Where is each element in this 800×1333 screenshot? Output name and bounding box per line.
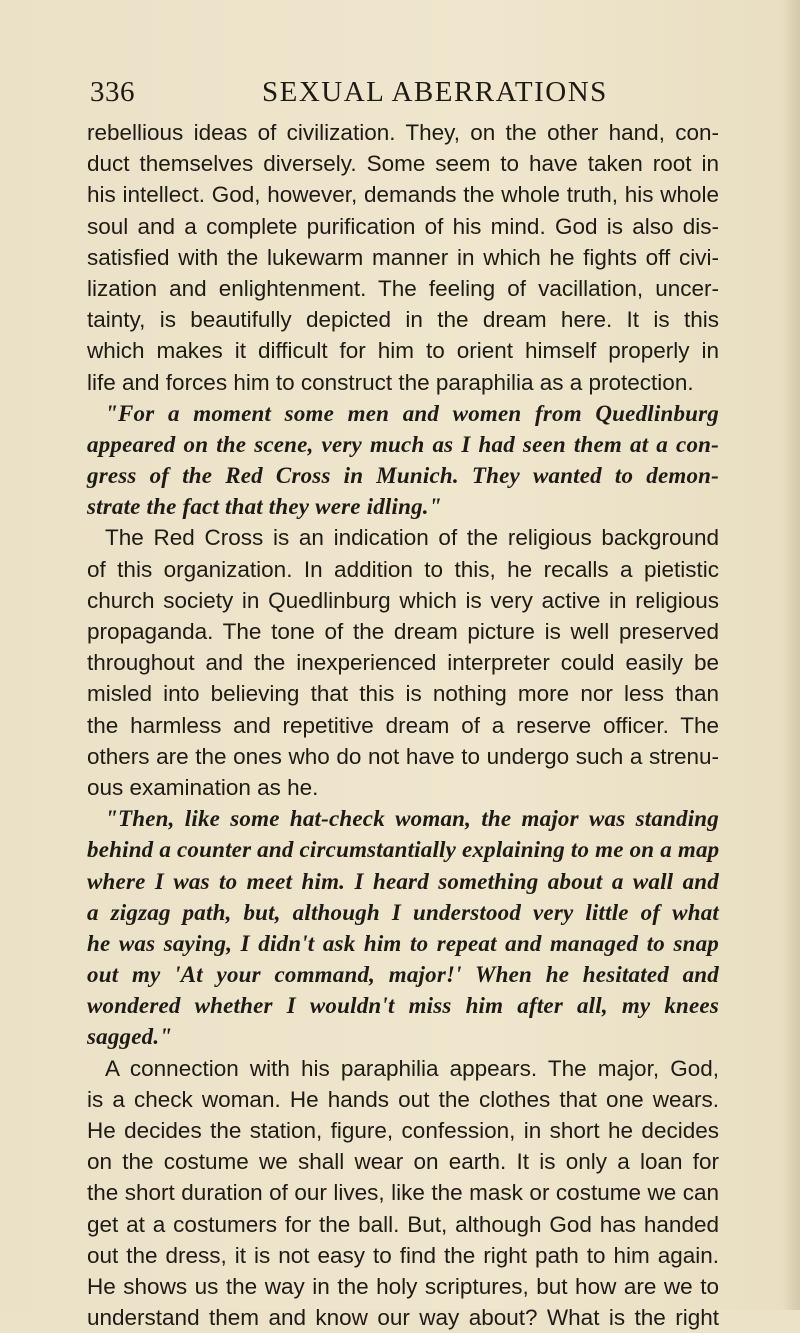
text-line: He decides the station, figure, confession, in short he decides	[87, 1118, 719, 1143]
dream-quote-line: gress of the Red Cross in Munich. They wanted to demon-	[87, 463, 719, 489]
page-number: 336	[90, 76, 135, 108]
text-line: soul and a complete purification of his mind. God is also dis-	[87, 213, 719, 239]
text-line: duct themselves diversely. Some seem to have taken root in	[87, 151, 719, 177]
text-line: propaganda. The tone of the dream picture is well preserved	[87, 619, 719, 644]
dream-quote-line: sagged."	[87, 1024, 173, 1050]
dream-quote-line: behind a counter and circumstantially explaining to me on a map	[87, 837, 720, 863]
text-line: life and forces him to construct the paraphilia as a protection.	[87, 369, 694, 395]
text-line: the harmless and repetitive dream of a reserve officer. The	[87, 712, 719, 738]
dream-quote-line: a zigzag path, but, although I understood very little of what	[87, 899, 719, 925]
text-line: He shows us the way in the holy scriptures, but how are we to	[87, 1273, 719, 1299]
text-line: get at a costumers for the ball. But, although God has handed	[87, 1211, 719, 1237]
text-line: A connection with his paraphilia appears. The major, God,	[105, 1055, 719, 1081]
dream-quote-line: out my 'At your command, major!' When he hesitated and	[87, 962, 719, 988]
dream-quote-line: strate the fact that they were idling."	[87, 494, 442, 520]
text-line: his intellect. God, however, demands the whole truth, his whole	[87, 182, 719, 208]
text-line: rebellious ideas of civilization. They, on the other hand, con-	[87, 120, 719, 145]
text-line: which makes it difficult for him to orient himself properly in	[87, 338, 719, 364]
dream-quote-line: "For a moment some men and women from Quedlinburg	[105, 400, 719, 426]
text-line: on the costume we shall wear on earth. It is only a loan for	[87, 1149, 719, 1175]
text-line: is a check woman. He hands out the clothes that one wears.	[87, 1086, 719, 1112]
text-line: church society in Quedlinburg which is very active in religious	[87, 587, 719, 613]
text-line: The Red Cross is an indication of the religious background	[105, 525, 719, 551]
text-line: lization and enlightenment. The feeling of vacillation, uncer-	[87, 275, 719, 301]
text-line: ous examination as he.	[87, 774, 319, 800]
dream-quote-line: where I was to meet him. I heard something about a wall and	[87, 868, 719, 894]
page-header	[90, 76, 690, 112]
body-text	[87, 117, 719, 1333]
running-head: SEXUAL ABERRATIONS	[262, 76, 608, 108]
dream-quote-line: wondered whether I wouldn't miss him after all, my knees	[87, 993, 719, 1019]
dream-quote-line: "Then, like some hat-check woman, the major was standing	[105, 806, 719, 832]
text-line: throughout and the inexperienced interpreter could easily be	[87, 650, 719, 676]
dream-quote-line: he was saying, I didn't ask him to repeat and managed to snap	[87, 930, 719, 956]
text-line: tainty, is beautifully depicted in the dream here. It is this	[87, 307, 719, 333]
text-line: misled into believing that this is nothing more nor less than	[87, 681, 719, 707]
text-line: understand them and know our way about? What is the right	[87, 1305, 719, 1331]
text-line: the short duration of our lives, like the mask or costume we can	[87, 1180, 719, 1206]
page-edge-shadow	[782, 0, 800, 1310]
text-line: of this organization. In addition to this, he recalls a pietistic	[87, 556, 719, 582]
text-line: out the dress, it is not easy to find the right path to him again.	[87, 1242, 719, 1268]
text-line: satisfied with the lukewarm manner in which he fights off civi-	[87, 244, 719, 270]
dream-quote-line: appeared on the scene, very much as I had seen them at a con-	[87, 431, 719, 457]
text-line: others are the ones who do not have to undergo such a strenu-	[87, 743, 719, 769]
